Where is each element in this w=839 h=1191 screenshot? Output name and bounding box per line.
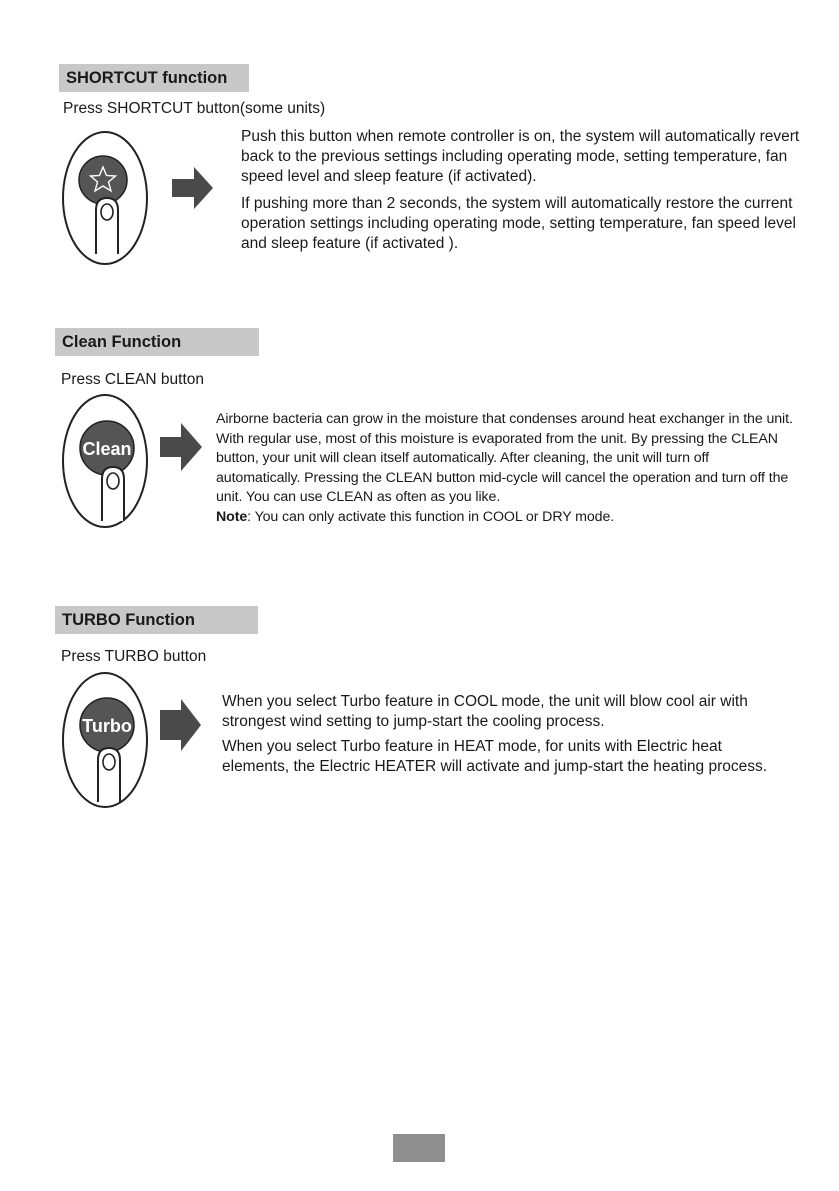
arrow-right-icon	[160, 423, 202, 471]
clean-description-text: Airborne bacteria can grow in the moisture that condenses around heat exchanger in the unit. With regular use, most of this moisture is evaporated from the unit. By pressing the CLEAN button, your unit will clean itself automatically. After cleaning, the unit will turn off automatically. Pressing the CLEAN button mid-cycle will cancel the operation and turn off the unit. You can use CLEAN as often as you like.	[216, 411, 793, 505]
clean-section-title: Clean Function	[55, 328, 259, 356]
turbo-button-label: Turbo	[82, 716, 132, 736]
note-text: : You can only activate this function in COOL or DRY mode.	[247, 508, 615, 525]
turbo-section-title: TURBO Function	[55, 606, 258, 634]
shortcut-press-instruction: Press SHORTCUT button(some units)	[63, 100, 326, 117]
turbo-remote-illustration	[55, 670, 215, 815]
shortcut-remote-illustration	[60, 128, 220, 268]
arrow-right-icon	[172, 167, 213, 209]
note-label: Note	[216, 508, 248, 525]
page-number-tab	[393, 1134, 445, 1162]
clean-description	[216, 410, 796, 527]
clean-remote-illustration	[55, 393, 215, 533]
turbo-press-instruction: Press TURBO button	[61, 648, 207, 665]
turbo-description-2: When you select Turbo feature in HEAT mode, for units with Electric heat elements, the Electric HEATER will activate and jump-start the heating process.	[222, 738, 768, 775]
shortcut-description-2: If pushing more than 2 seconds, the system will automatically restore the current operation settings including operating mode, setting temperature, fan speed level and sleep feature (if activated ).	[241, 195, 796, 252]
arrow-right-icon	[160, 699, 201, 751]
shortcut-description-1: Push this button when remote controller is on, the system will automatically revert back to the previous settings including operating mode, setting temperature, fan speed level and sleep feature (if activated).	[241, 128, 800, 185]
shortcut-button	[79, 156, 127, 204]
clean-press-instruction: Press CLEAN button	[61, 371, 205, 388]
clean-button-label: Clean	[82, 439, 132, 459]
turbo-description-1: When you select Turbo feature in COOL mode, the unit will blow cool air with strongest wind setting to jump-start the cooling process.	[222, 693, 748, 730]
shortcut-section-title: SHORTCUT function	[59, 64, 249, 92]
